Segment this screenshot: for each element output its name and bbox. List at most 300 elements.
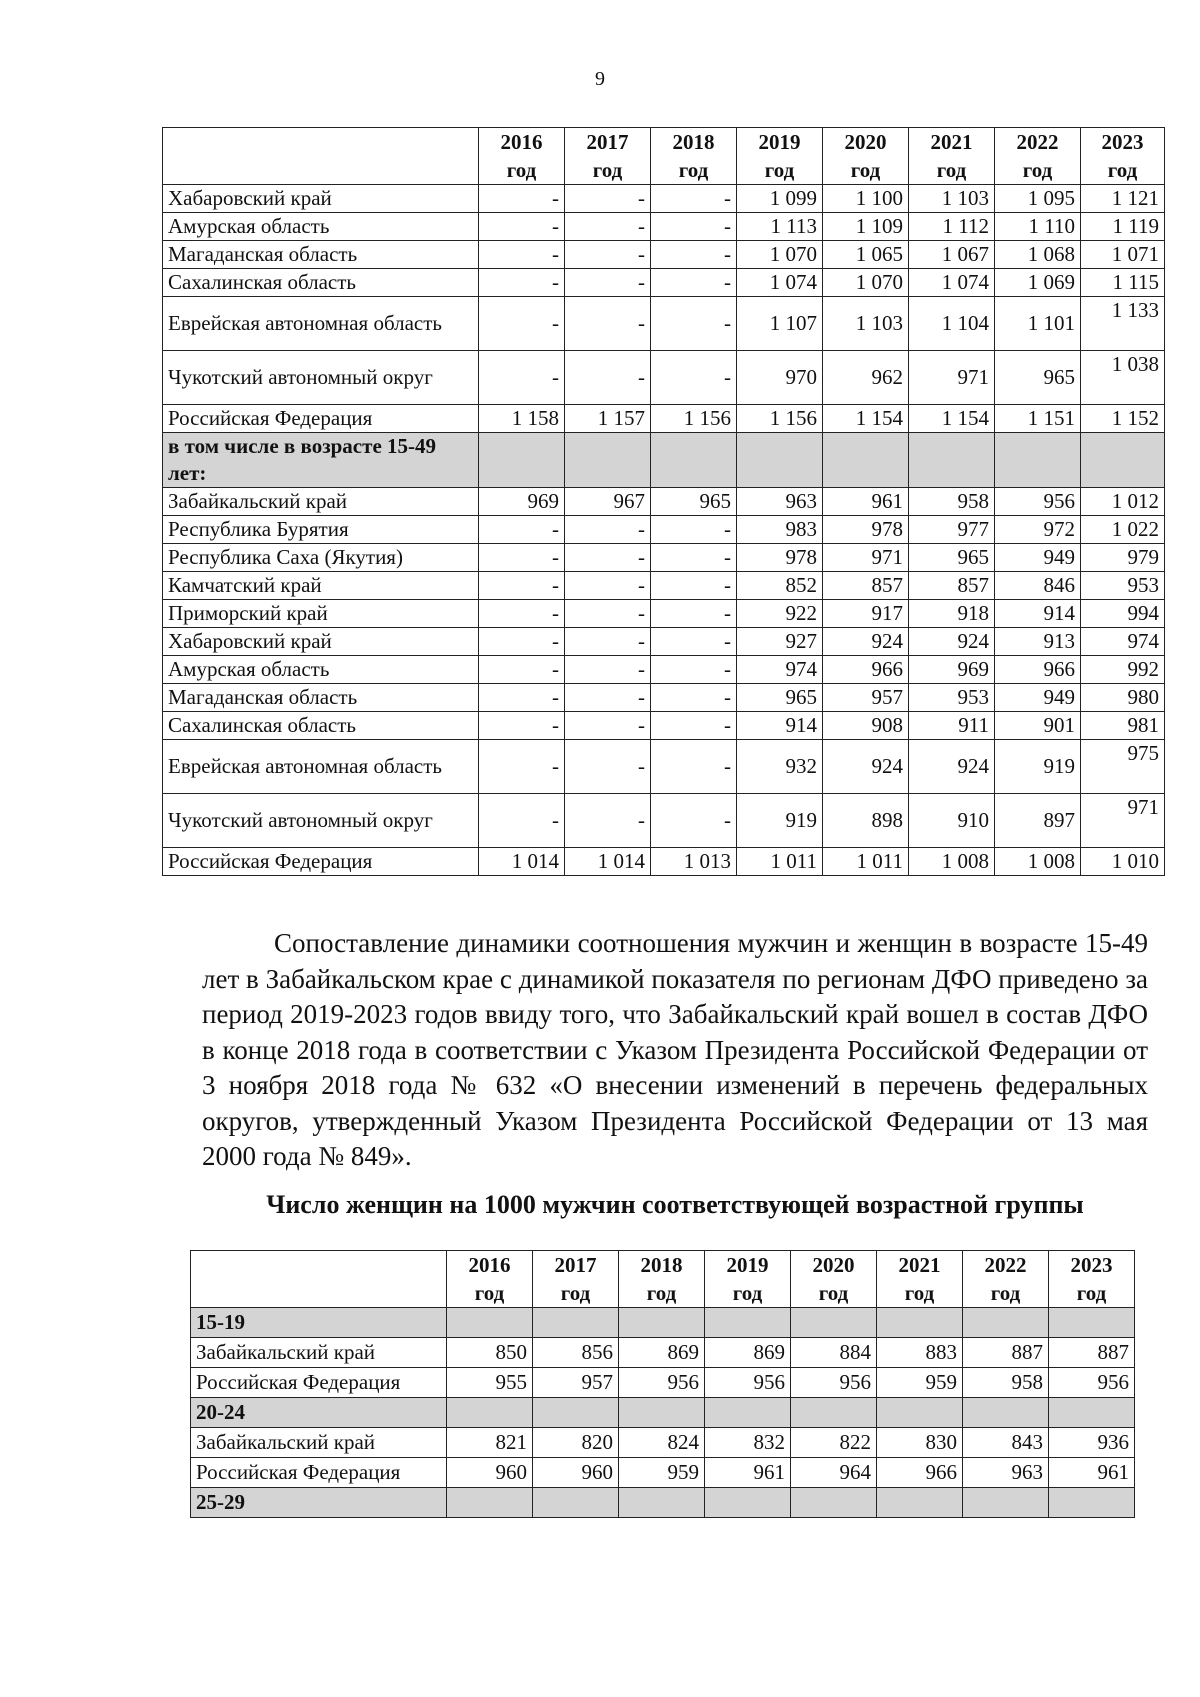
empty-cell [877, 1308, 963, 1338]
value-cell: 965 [651, 488, 737, 516]
row-label: Забайкальский край [191, 1428, 447, 1458]
subgroup-row [163, 433, 1165, 488]
value-cell: 1 068 [995, 241, 1081, 269]
value-cell: - [479, 712, 565, 740]
value-cell: 949 [995, 544, 1081, 572]
value-cell: 1 022 [1081, 516, 1165, 544]
value-cell: 1 069 [995, 269, 1081, 297]
value-cell: 1 110 [995, 213, 1081, 241]
year-header-cell [877, 1251, 963, 1308]
empty-cell [877, 1488, 963, 1518]
value-cell: 970 [737, 351, 823, 405]
value-cell: 966 [823, 656, 909, 684]
value-cell: 981 [1081, 712, 1165, 740]
row-label: Амурская область [163, 213, 479, 241]
value-cell: 963 [963, 1458, 1049, 1488]
empty-cell [705, 1488, 791, 1518]
value-cell: - [565, 269, 651, 297]
value-cell: 1 104 [909, 297, 995, 351]
table-row [191, 1338, 1135, 1368]
table-row [163, 213, 1165, 241]
value-cell: - [651, 269, 737, 297]
value-cell: - [479, 297, 565, 351]
year-label: 2018 [640, 1253, 683, 1277]
table-row [163, 600, 1165, 628]
value-cell: - [651, 213, 737, 241]
value-cell: 821 [447, 1428, 533, 1458]
value-cell: 822 [791, 1428, 877, 1458]
value-cell: 820 [533, 1428, 619, 1458]
year-suffix: год [474, 1281, 505, 1305]
year-label: 2016 [500, 130, 543, 154]
value-cell: 1 157 [565, 405, 651, 433]
value-cell: 955 [447, 1368, 533, 1398]
value-cell: - [565, 684, 651, 712]
value-cell: 908 [823, 712, 909, 740]
table-row [163, 848, 1165, 876]
value-cell: - [651, 297, 737, 351]
empty-cell [1049, 1398, 1135, 1428]
value-cell: 911 [909, 712, 995, 740]
row-label: Магаданская область [163, 241, 479, 269]
value-cell: 914 [737, 712, 823, 740]
value-cell: 978 [737, 544, 823, 572]
row-label: Российская Федерация [163, 405, 479, 433]
value-cell: 983 [737, 516, 823, 544]
value-cell: 1 074 [737, 269, 823, 297]
value-cell: - [651, 185, 737, 213]
row-label: Российская Федерация [191, 1458, 447, 1488]
value-cell: 1 121 [1081, 185, 1165, 213]
value-cell: 857 [909, 572, 995, 600]
value-cell: 1 154 [823, 405, 909, 433]
value-cell: - [479, 794, 565, 848]
table-row [163, 516, 1165, 544]
value-cell: 1 152 [1081, 405, 1165, 433]
value-cell: 992 [1081, 656, 1165, 684]
empty-cell [533, 1398, 619, 1428]
year-header-cell [479, 128, 565, 185]
group-label: в том числе в возрасте 15-49 лет: [163, 433, 479, 488]
value-cell: 971 [909, 351, 995, 405]
value-cell: 1 095 [995, 185, 1081, 213]
page-number: 9 [595, 68, 605, 90]
table-row [163, 405, 1165, 433]
value-cell: 967 [565, 488, 651, 516]
empty-cell [963, 1488, 1049, 1518]
value-cell: 994 [1081, 600, 1165, 628]
empty-cell [447, 1308, 533, 1338]
empty-cell [995, 433, 1081, 488]
value-cell: 965 [737, 684, 823, 712]
row-label: Забайкальский край [163, 488, 479, 516]
year-suffix: год [1022, 158, 1053, 182]
year-label: 2020 [844, 130, 887, 154]
value-cell: 956 [705, 1368, 791, 1398]
year-suffix: год [1076, 1281, 1107, 1305]
value-cell: 901 [995, 712, 1081, 740]
value-cell: - [651, 740, 737, 794]
age-group-row [191, 1398, 1135, 1428]
table-row [163, 241, 1165, 269]
value-cell: - [651, 656, 737, 684]
value-cell: 1 112 [909, 213, 995, 241]
value-cell: 927 [737, 628, 823, 656]
empty-cell [737, 433, 823, 488]
empty-cell [533, 1308, 619, 1338]
value-cell: 898 [823, 794, 909, 848]
year-suffix: год [904, 1281, 935, 1305]
value-cell: 924 [909, 740, 995, 794]
value-cell: 1 109 [823, 213, 909, 241]
value-cell: 1 101 [995, 297, 1081, 351]
row-label: Приморский край [163, 600, 479, 628]
empty-cell [963, 1398, 1049, 1428]
empty-cell [963, 1308, 1049, 1338]
year-header-cell [791, 1251, 877, 1308]
value-cell: 975 [1081, 740, 1165, 794]
year-suffix: год [936, 158, 967, 182]
value-cell: 1 008 [995, 848, 1081, 876]
empty-cell [619, 1308, 705, 1338]
value-cell: - [479, 740, 565, 794]
year-header-cell [963, 1251, 1049, 1308]
table-row [163, 684, 1165, 712]
row-label: Еврейская автономная область [163, 740, 479, 794]
value-cell: 852 [737, 572, 823, 600]
table-row [163, 544, 1165, 572]
year-suffix: год [818, 1281, 849, 1305]
year-suffix: год [592, 158, 623, 182]
value-cell: - [565, 600, 651, 628]
empty-cell [823, 433, 909, 488]
table-row [163, 572, 1165, 600]
value-cell: 824 [619, 1428, 705, 1458]
empty-cell [619, 1488, 705, 1518]
value-cell: 1 012 [1081, 488, 1165, 516]
value-cell: 979 [1081, 544, 1165, 572]
value-cell: 958 [963, 1368, 1049, 1398]
empty-cell [1081, 433, 1165, 488]
value-cell: - [479, 628, 565, 656]
value-cell: 869 [705, 1338, 791, 1368]
value-cell: 962 [823, 351, 909, 405]
value-cell: 1 113 [737, 213, 823, 241]
value-cell: 1 014 [479, 848, 565, 876]
value-cell: - [651, 516, 737, 544]
year-header-cell [651, 128, 737, 185]
year-suffix: год [850, 158, 881, 182]
value-cell: 1 115 [1081, 269, 1165, 297]
year-header-cell [909, 128, 995, 185]
value-cell: 956 [619, 1368, 705, 1398]
row-label: Республика Бурятия [163, 516, 479, 544]
row-label: Хабаровский край [163, 185, 479, 213]
value-cell: 1 038 [1081, 351, 1165, 405]
empty-cell [705, 1398, 791, 1428]
value-cell: 922 [737, 600, 823, 628]
group-label: 20-24 [191, 1398, 447, 1428]
sex-ratio-table-regions [162, 127, 1165, 876]
year-label: 2017 [554, 1253, 597, 1277]
value-cell: 961 [1049, 1458, 1135, 1488]
table-row [163, 740, 1165, 794]
value-cell: - [479, 213, 565, 241]
row-label: Магаданская область [163, 684, 479, 712]
header-empty-cell [191, 1251, 447, 1308]
value-cell: 1 008 [909, 848, 995, 876]
value-cell: 897 [995, 794, 1081, 848]
value-cell: 924 [823, 628, 909, 656]
year-header-cell [619, 1251, 705, 1308]
empty-cell [909, 433, 995, 488]
value-cell: - [479, 269, 565, 297]
age-group-row [191, 1488, 1135, 1518]
value-cell: 883 [877, 1338, 963, 1368]
value-cell: 969 [479, 488, 565, 516]
year-suffix: год [990, 1281, 1021, 1305]
value-cell: 961 [823, 488, 909, 516]
value-cell: 974 [1081, 628, 1165, 656]
value-cell: 965 [909, 544, 995, 572]
year-header-cell [737, 128, 823, 185]
row-label: Забайкальский край [191, 1338, 447, 1368]
year-label: 2019 [758, 130, 801, 154]
value-cell: 850 [447, 1338, 533, 1368]
empty-cell [791, 1398, 877, 1428]
value-cell: 919 [995, 740, 1081, 794]
value-cell: 843 [963, 1428, 1049, 1458]
value-cell: - [565, 656, 651, 684]
value-cell: 953 [909, 684, 995, 712]
year-suffix: год [560, 1281, 591, 1305]
row-label: Российская Федерация [191, 1368, 447, 1398]
table-row [191, 1458, 1135, 1488]
year-suffix: год [732, 1281, 763, 1305]
value-cell: - [565, 544, 651, 572]
value-cell: 1 070 [823, 269, 909, 297]
value-cell: - [565, 628, 651, 656]
table-row [163, 351, 1165, 405]
row-label: Еврейская автономная область [163, 297, 479, 351]
empty-cell [533, 1488, 619, 1518]
empty-cell [791, 1308, 877, 1338]
value-cell: 936 [1049, 1428, 1135, 1458]
value-cell: 953 [1081, 572, 1165, 600]
year-label: 2016 [468, 1253, 511, 1277]
year-header-cell [565, 128, 651, 185]
year-label: 2020 [812, 1253, 855, 1277]
value-cell: - [479, 351, 565, 405]
value-cell: - [651, 712, 737, 740]
value-cell: 974 [737, 656, 823, 684]
value-cell: 961 [705, 1458, 791, 1488]
year-suffix: год [678, 158, 709, 182]
value-cell: 884 [791, 1338, 877, 1368]
year-label: 2019 [726, 1253, 769, 1277]
value-cell: - [565, 185, 651, 213]
value-cell: 857 [823, 572, 909, 600]
year-suffix: год [764, 158, 795, 182]
value-cell: - [565, 297, 651, 351]
value-cell: 1 151 [995, 405, 1081, 433]
empty-cell [447, 1488, 533, 1518]
empty-cell [877, 1398, 963, 1428]
table-row [191, 1428, 1135, 1458]
value-cell: 869 [619, 1338, 705, 1368]
value-cell: - [651, 684, 737, 712]
empty-cell [447, 1398, 533, 1428]
row-label: Камчатский край [163, 572, 479, 600]
value-cell: 1 011 [737, 848, 823, 876]
year-label: 2018 [672, 130, 715, 154]
value-cell: 959 [877, 1368, 963, 1398]
value-cell: 1 099 [737, 185, 823, 213]
year-label: 2023 [1101, 130, 1144, 154]
year-header-cell [995, 128, 1081, 185]
year-label: 2017 [586, 130, 629, 154]
value-cell: 846 [995, 572, 1081, 600]
value-cell: 917 [823, 600, 909, 628]
value-cell: 957 [823, 684, 909, 712]
value-cell: - [651, 572, 737, 600]
value-cell: 830 [877, 1428, 963, 1458]
value-cell: 978 [823, 516, 909, 544]
row-label: Российская Федерация [163, 848, 479, 876]
value-cell: 971 [823, 544, 909, 572]
value-cell: 1 100 [823, 185, 909, 213]
year-header-cell [823, 128, 909, 185]
group-label: 15-19 [191, 1308, 447, 1338]
value-cell: - [479, 185, 565, 213]
value-cell: 1 067 [909, 241, 995, 269]
table-caption: Число женщин на 1000 мужчин соответствующей возрастной группы [266, 1190, 1084, 1219]
value-cell: 966 [877, 1458, 963, 1488]
value-cell: 960 [447, 1458, 533, 1488]
value-cell: 1 156 [737, 405, 823, 433]
year-header-cell [1081, 128, 1165, 185]
value-cell: - [565, 794, 651, 848]
value-cell: 1 011 [823, 848, 909, 876]
value-cell: - [565, 241, 651, 269]
empty-cell [791, 1488, 877, 1518]
table-row [163, 185, 1165, 213]
year-suffix: год [1107, 158, 1138, 182]
value-cell: 1 119 [1081, 213, 1165, 241]
year-label: 2021 [898, 1253, 941, 1277]
value-cell: - [651, 351, 737, 405]
table-row [163, 712, 1165, 740]
value-cell: 959 [619, 1458, 705, 1488]
value-cell: 1 071 [1081, 241, 1165, 269]
value-cell: 966 [995, 656, 1081, 684]
value-cell: 918 [909, 600, 995, 628]
value-cell: - [479, 600, 565, 628]
value-cell: - [565, 213, 651, 241]
value-cell: 964 [791, 1458, 877, 1488]
empty-cell [705, 1308, 791, 1338]
value-cell: - [651, 600, 737, 628]
header-row [191, 1251, 1135, 1308]
value-cell: 1 013 [651, 848, 737, 876]
value-cell: 965 [995, 351, 1081, 405]
table-row [163, 794, 1165, 848]
value-cell: 960 [533, 1458, 619, 1488]
body-paragraph: Сопоставление динамики соотношения мужчин и женщин в возрасте 15-49 лет в Забайкальском крае с динамикой показателя по регионам ДФО приведено за период 2019-2023 годов ввиду того, что Забайкальский край вошел в состав ДФО в конце 2018 года в соответствии с Указом Президента Российской Федерации от 3 ноября 2018 года № 632 «О внесении изменений в перечень федеральных округов, утвержденный Указом Президента Российской Федерации от 13 мая 2000 года № 849». [202, 928, 1148, 1171]
age-group-row [191, 1308, 1135, 1338]
empty-cell [1049, 1488, 1135, 1518]
value-cell: - [479, 241, 565, 269]
table-row [163, 297, 1165, 351]
value-cell: 957 [533, 1368, 619, 1398]
value-cell: - [479, 656, 565, 684]
value-cell: - [565, 351, 651, 405]
value-cell: 932 [737, 740, 823, 794]
year-label: 2022 [984, 1253, 1027, 1277]
year-header-cell [447, 1251, 533, 1308]
value-cell: 963 [737, 488, 823, 516]
value-cell: - [565, 572, 651, 600]
year-label: 2023 [1070, 1253, 1113, 1277]
value-cell: 980 [1081, 684, 1165, 712]
sex-ratio-table-age-groups [190, 1250, 1135, 1518]
value-cell: - [651, 794, 737, 848]
value-cell: 1 156 [651, 405, 737, 433]
header-row [163, 128, 1165, 185]
empty-cell [619, 1398, 705, 1428]
table-row [163, 628, 1165, 656]
row-label: Хабаровский край [163, 628, 479, 656]
value-cell: - [479, 516, 565, 544]
year-suffix: год [646, 1281, 677, 1305]
value-cell: 887 [1049, 1338, 1135, 1368]
empty-cell [565, 433, 651, 488]
empty-cell [651, 433, 737, 488]
value-cell: - [479, 572, 565, 600]
value-cell: - [479, 684, 565, 712]
year-header-cell [1049, 1251, 1135, 1308]
year-label: 2021 [930, 130, 973, 154]
year-label: 2022 [1016, 130, 1059, 154]
year-header-cell [705, 1251, 791, 1308]
value-cell: 1 107 [737, 297, 823, 351]
table-row [191, 1368, 1135, 1398]
empty-cell [1049, 1308, 1135, 1338]
value-cell: 1 103 [909, 185, 995, 213]
empty-cell [479, 433, 565, 488]
value-cell: - [565, 516, 651, 544]
value-cell: - [651, 544, 737, 572]
value-cell: - [565, 740, 651, 794]
table-row [163, 656, 1165, 684]
value-cell: 1 103 [823, 297, 909, 351]
year-suffix: год [506, 158, 537, 182]
value-cell: 1 158 [479, 405, 565, 433]
row-label: Чукотский автономный округ [163, 794, 479, 848]
value-cell: 949 [995, 684, 1081, 712]
value-cell: 914 [995, 600, 1081, 628]
value-cell: - [651, 628, 737, 656]
value-cell: 887 [963, 1338, 1049, 1368]
row-label: Республика Саха (Якутия) [163, 544, 479, 572]
value-cell: 856 [533, 1338, 619, 1368]
year-header-cell [533, 1251, 619, 1308]
value-cell: 1 065 [823, 241, 909, 269]
value-cell: 971 [1081, 794, 1165, 848]
table-row [163, 269, 1165, 297]
row-label: Сахалинская область [163, 712, 479, 740]
group-label: 25-29 [191, 1488, 447, 1518]
